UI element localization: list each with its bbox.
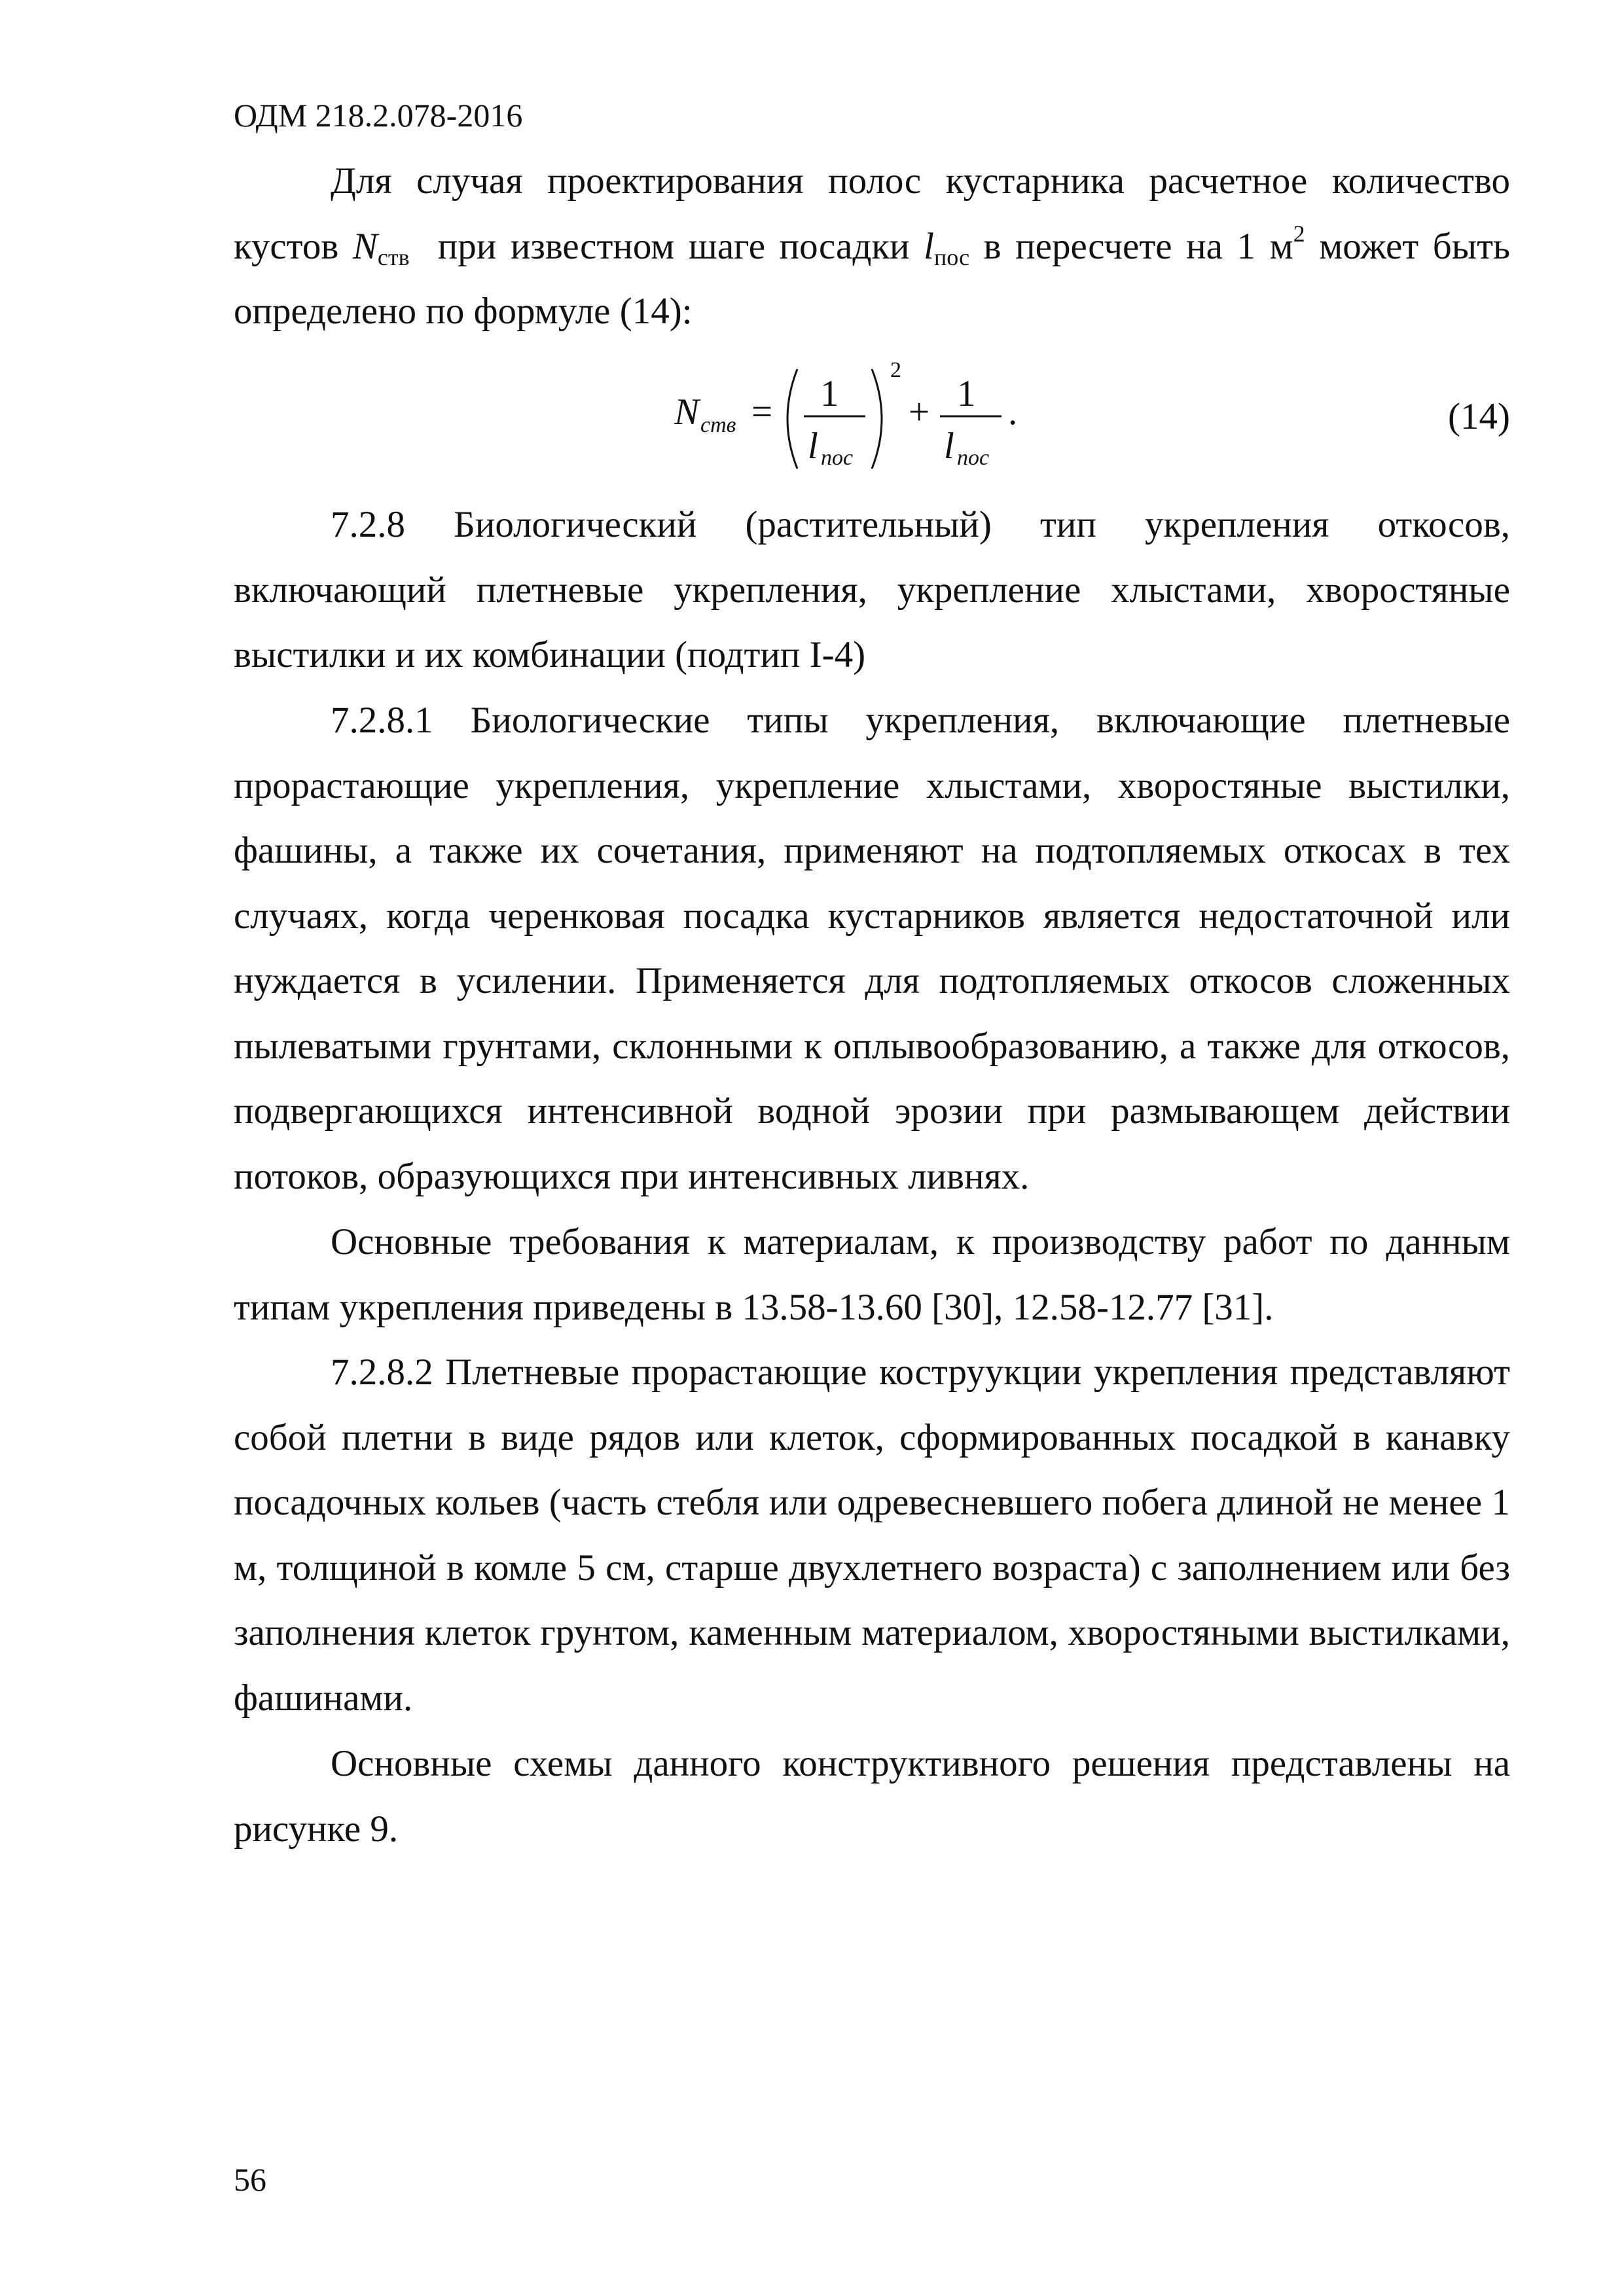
var-l-subscript: пос [933,243,970,270]
formula-denominator-var: l [808,425,818,467]
formula-denominator-2-var: l [944,425,954,467]
intro-text-3: в пересчете на 1 м [969,225,1293,267]
formula-lhs-var: N [674,391,700,433]
intro-paragraph [234,149,1510,344]
schemes-paragraph: Основные схемы данного конструктивного решения представлены на рисунке 9. [234,1743,1510,1850]
formula-denominator-2-subscript: пос [957,446,990,470]
formula-lhs-subscript: ств [700,413,736,437]
document-code: ОДМ 218.2.078-2016 [234,97,523,134]
equation-number: (14) [1448,396,1510,437]
section-7-2-8-2-paragraph: 7.2.8.2 Плетневые прорастающие коструукции укрепления представляют собой плетни в виде рядов или клеток, сформированных посадкой в канавку посадочных кольев (часть стебля или одревесневшего побега длиной не менее 1 м, толщиной в комле 5 см, старше двухлетнего возраста) с заполнением или без заполнения клеток грунтом, каменным материалом, хворостяными выстилками, фашинами. [234,1352,1510,1719]
left-paren [787,369,797,469]
formula-period: . [1008,391,1018,433]
var-l: l [924,225,934,267]
formula-numerator-2: 1 [957,373,976,414]
formula-numerator: 1 [820,373,839,414]
formula-14 [661,353,1028,484]
intro-text-2: при известном шаге посадки [409,225,924,267]
section-7-2-8-1-paragraph: 7.2.8.1 Биологические типы укрепления, включающие плетневые прорастающие укрепления, укрепление хлыстами, хворостяные выстилки, фашины, а также их сочетания, применяют на подтопляемых откосах в тех случаях, когда черенковая посадка кустарников является недостаточной или нуждается в усилении. Применяется для подтопляемых откосов сложенных пылеватыми грунтами, склонными к оплывообразованию, а также для откосов, подвергающихся интенсивной водной эрозии при размывающем действии потоков, образующихся при интенсивных ливнях. [234,700,1510,1197]
formula-power: 2 [890,358,901,382]
formula-plus: + [909,391,930,433]
formula-denominator-subscript: пос [821,446,854,470]
requirements-paragraph: Основные требования к материалам, к производству работ по данным типам укрепления приведены в 13.58-13.60 [30], 12.58-12.77 [31]. [234,1221,1510,1328]
section-7-2-8-heading: 7.2.8 Биологический (растительный) тип укрепления откосов, включающий плетневые укрепления, укрепление хлыстами, хворостяные выстилки и их комбинации (подтип I-4) [234,504,1510,675]
page-number: 56 [234,2161,266,2198]
formula-equals: = [751,391,773,433]
var-n: N [352,225,378,267]
superscript-2: 2 [1293,220,1305,247]
right-paren [872,369,882,469]
var-n-subscript: ств [377,243,410,270]
intro-text-4: может быть определено по формуле (14): [234,225,1510,332]
intro-text-1: Для случая проектирования полос кустарника расчетное количество кустов [234,160,1510,267]
